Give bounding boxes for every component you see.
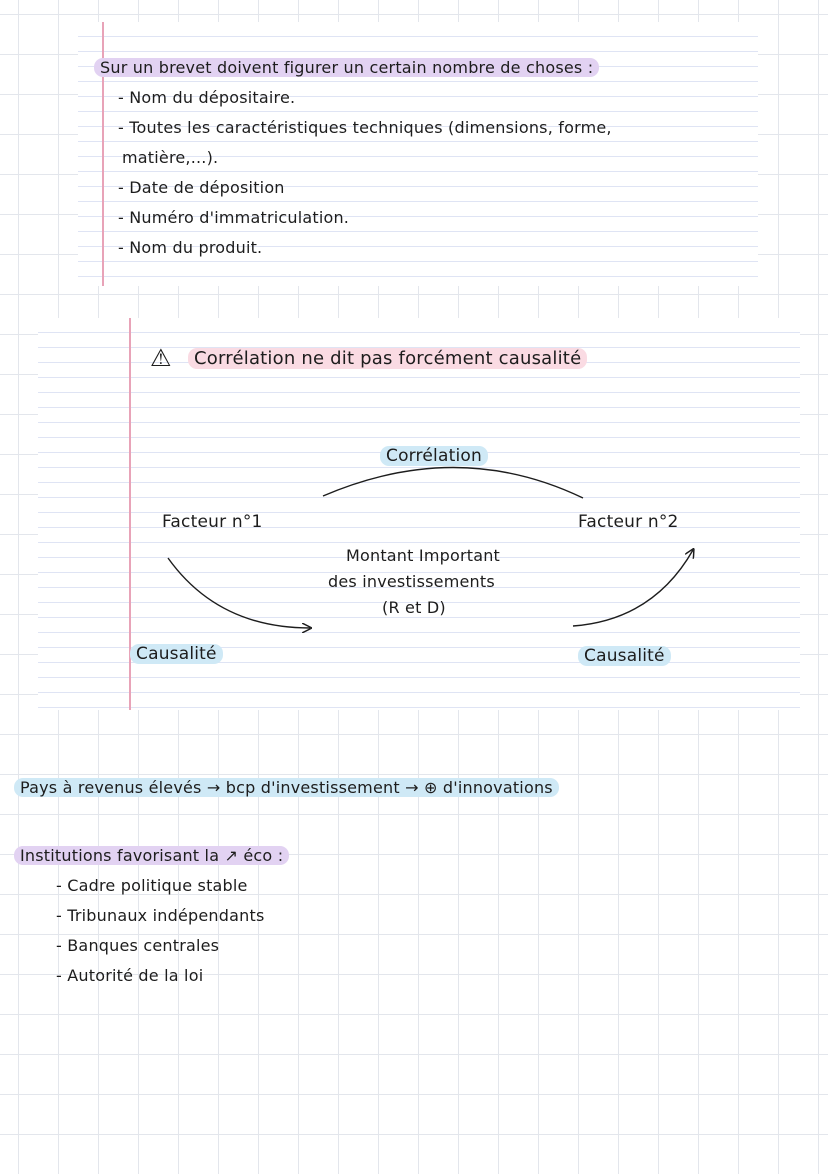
pays-line: Pays à revenus élevés → bcp d'investissement → ⊕ d'innovations — [14, 778, 559, 797]
institutions-item: - Autorité de la loi — [56, 966, 204, 985]
causality-arrow-right — [573, 550, 693, 626]
diagram-card — [38, 318, 800, 710]
brevet-heading: Sur un brevet doivent figurer un certain nombre de choses : — [94, 58, 599, 77]
correlation-arc — [323, 467, 583, 498]
center-line: des investissements — [328, 572, 495, 591]
causality-left-label: Causalité — [130, 644, 223, 664]
brevet-item: - Nom du produit. — [118, 238, 263, 257]
correlation-label: Corrélation — [380, 446, 488, 466]
institutions-item: - Cadre politique stable — [56, 876, 248, 895]
brevet-item: - Nom du dépositaire. — [118, 88, 296, 107]
center-line: Montant Important — [346, 546, 501, 565]
institutions-heading: Institutions favorisant la ↗ éco : — [14, 846, 289, 865]
factor1-label: Facteur n°1 — [162, 512, 263, 532]
brevet-item: - Numéro d'immatriculation. — [118, 208, 350, 227]
center-line: (R et D) — [382, 598, 446, 617]
causality-arrow-left — [168, 558, 310, 628]
brevet-item: - Toutes les caractéristiques techniques (dimensions, forme, — [118, 118, 612, 137]
institutions-item: - Banques centrales — [56, 936, 220, 955]
brevet-item: matière,...). — [122, 148, 219, 167]
brevet-card — [78, 22, 758, 286]
brevet-item: - Date de déposition — [118, 178, 285, 197]
institutions-item: - Tribunaux indépendants — [56, 906, 265, 925]
causality-right-label: Causalité — [578, 646, 671, 666]
warning-title: Corrélation ne dit pas forcément causalité — [188, 348, 587, 369]
diagram-arrows — [38, 318, 800, 710]
factor2-label: Facteur n°2 — [578, 512, 679, 532]
warning-icon: ⚠ — [150, 344, 172, 372]
